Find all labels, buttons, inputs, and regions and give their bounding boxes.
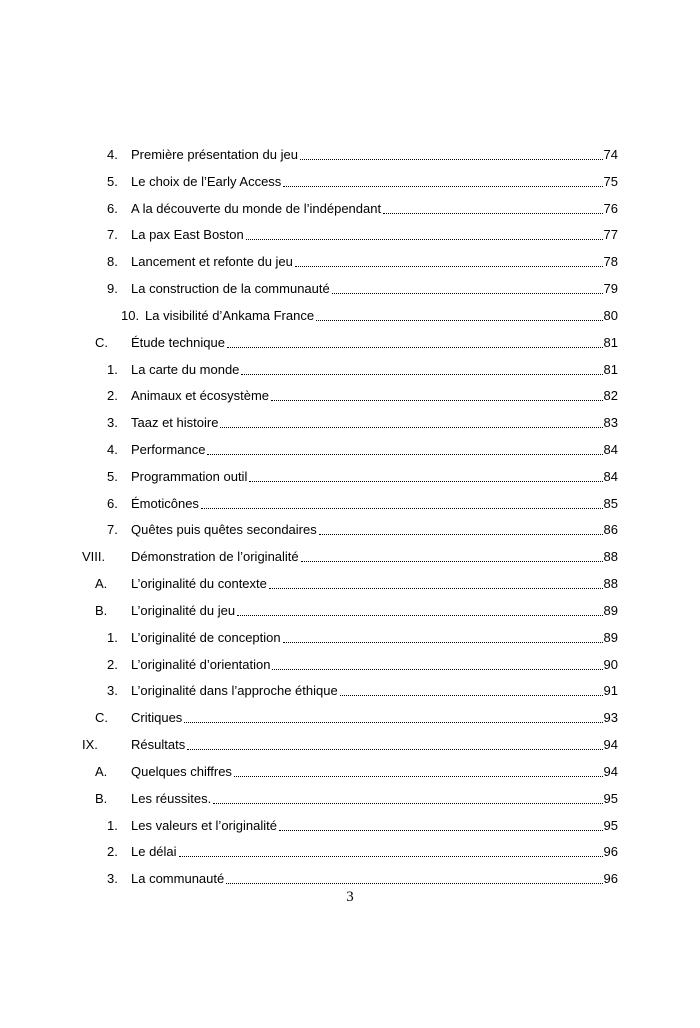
toc-entry-title: La construction de la communauté bbox=[131, 281, 330, 297]
toc-entry-title: Quêtes puis quêtes secondaires bbox=[131, 522, 317, 538]
toc-entry-page: 95 bbox=[603, 817, 618, 833]
toc-entry-page: 94 bbox=[603, 737, 618, 753]
toc-entry[interactable] bbox=[121, 304, 618, 324]
dot-leader bbox=[220, 426, 602, 428]
toc-entry-number: VIII. bbox=[82, 549, 106, 565]
toc-entry-title: Le délai bbox=[131, 844, 177, 860]
dot-leader bbox=[301, 560, 603, 562]
toc-entry-page: 93 bbox=[603, 710, 618, 726]
dot-leader bbox=[340, 694, 603, 696]
toc-entry-title: L’originalité dans l’approche éthique bbox=[131, 683, 338, 699]
dot-leader bbox=[272, 668, 602, 670]
toc-entry-title: La visibilité d’Ankama France bbox=[145, 307, 315, 323]
dot-leader bbox=[300, 158, 603, 160]
toc-entry[interactable] bbox=[107, 492, 618, 512]
toc-entry-page: 80 bbox=[603, 307, 618, 323]
dot-leader bbox=[184, 721, 602, 723]
toc-entry-title: Quelques chiffres bbox=[131, 763, 232, 779]
toc-entry-page: 75 bbox=[603, 173, 618, 189]
dot-leader bbox=[237, 614, 602, 616]
toc-entry-page: 85 bbox=[603, 495, 618, 511]
dot-leader bbox=[226, 882, 602, 884]
toc-entry[interactable] bbox=[95, 331, 618, 351]
toc-entry[interactable] bbox=[95, 706, 618, 726]
dot-leader bbox=[283, 185, 602, 187]
toc-entry-page: 91 bbox=[603, 683, 618, 699]
dot-leader bbox=[332, 292, 603, 294]
toc-entry-number: A. bbox=[95, 576, 108, 592]
toc-entry[interactable] bbox=[107, 679, 618, 699]
toc-entry-number: C. bbox=[95, 334, 108, 350]
toc-entry[interactable] bbox=[107, 814, 618, 834]
toc-entry-page: 77 bbox=[603, 227, 618, 243]
toc-entry-title: La communauté bbox=[131, 871, 225, 887]
toc-entry-title: Démonstration de l’originalité bbox=[131, 549, 299, 565]
toc-entry-page: 86 bbox=[603, 522, 618, 538]
toc-entry-number: 4. bbox=[107, 147, 118, 162]
toc-entry-number: A. bbox=[95, 763, 108, 779]
dot-leader bbox=[227, 346, 603, 348]
toc-entry[interactable] bbox=[107, 143, 618, 163]
toc-entry[interactable] bbox=[107, 626, 618, 646]
toc-entry-number: 9. bbox=[107, 281, 118, 297]
dot-leader bbox=[213, 802, 602, 804]
dot-leader bbox=[383, 212, 602, 214]
toc-entry[interactable] bbox=[107, 518, 618, 538]
toc-entry-page: 74 bbox=[603, 147, 618, 162]
dot-leader bbox=[249, 480, 602, 482]
page-number: 3 bbox=[346, 889, 354, 905]
toc-entry-number: B. bbox=[95, 790, 108, 806]
toc-entry[interactable] bbox=[95, 787, 618, 807]
toc-entry-number: 5. bbox=[107, 173, 118, 189]
toc-entry-title: L’originalité d’orientation bbox=[131, 656, 271, 672]
dot-leader bbox=[271, 399, 603, 401]
toc-entry[interactable] bbox=[107, 250, 618, 270]
toc-entry-page: 81 bbox=[603, 334, 618, 350]
dot-leader bbox=[207, 453, 602, 455]
toc-entry-page: 84 bbox=[603, 468, 618, 484]
toc-entry-title: Les valeurs et l’originalité bbox=[131, 817, 277, 833]
toc-entry[interactable] bbox=[107, 840, 618, 860]
toc-entry-title: L’originalité du jeu bbox=[131, 602, 236, 618]
dot-leader bbox=[187, 748, 602, 750]
dot-leader bbox=[295, 265, 603, 267]
toc-entry-title: Programmation outil bbox=[131, 468, 248, 484]
toc-entry-title: Lancement et refonte du jeu bbox=[131, 254, 293, 270]
dot-leader bbox=[201, 507, 603, 509]
toc-entry-title: Critiques bbox=[131, 710, 183, 726]
toc-entry-number: 4. bbox=[107, 442, 118, 458]
toc-entry-number: B. bbox=[95, 602, 108, 618]
dot-leader bbox=[246, 238, 603, 240]
toc-entry-title: La pax East Boston bbox=[131, 227, 244, 243]
toc-entry-page: 89 bbox=[603, 602, 618, 618]
dot-leader bbox=[241, 373, 602, 375]
toc-entry[interactable] bbox=[107, 170, 618, 190]
toc-entry-number: 6. bbox=[107, 200, 118, 216]
toc-entry[interactable] bbox=[107, 384, 618, 404]
toc-entry-number: 7. bbox=[107, 227, 118, 243]
dot-leader bbox=[269, 587, 603, 589]
toc-entry[interactable] bbox=[95, 572, 618, 592]
dot-leader bbox=[234, 775, 603, 777]
dot-leader bbox=[283, 641, 603, 643]
toc-entry[interactable] bbox=[107, 223, 618, 243]
toc-entry[interactable] bbox=[107, 277, 618, 297]
toc-entry-number: 8. bbox=[107, 254, 118, 270]
toc-entry-page: 90 bbox=[603, 656, 618, 672]
toc-entry-number: 1. bbox=[107, 361, 118, 377]
toc-entry-title: Les réussites. bbox=[131, 790, 212, 806]
toc-entry[interactable] bbox=[82, 733, 618, 753]
toc-entry[interactable] bbox=[107, 197, 618, 217]
toc-entry-number: 2. bbox=[107, 656, 118, 672]
toc-entry-page: 79 bbox=[603, 281, 618, 297]
toc-entry[interactable] bbox=[107, 411, 618, 431]
toc-entry-number: 7. bbox=[107, 522, 118, 538]
toc-entry-number: C. bbox=[95, 710, 108, 726]
toc-entry-page: 96 bbox=[603, 871, 618, 887]
toc-entry[interactable] bbox=[107, 438, 618, 458]
toc-entry-page: 81 bbox=[603, 361, 618, 377]
toc-entry-page: 88 bbox=[603, 576, 618, 592]
toc-entry-number: 3. bbox=[107, 683, 118, 699]
toc-entry-number: 5. bbox=[107, 468, 118, 484]
toc-entry-title: Performance bbox=[131, 442, 206, 458]
toc-entry-page: 83 bbox=[603, 415, 618, 431]
toc-entry-title: Taaz et histoire bbox=[131, 415, 219, 431]
dot-leader bbox=[179, 855, 603, 857]
toc-entry-title: Résultats bbox=[131, 737, 186, 753]
toc-entry-page: 95 bbox=[603, 790, 618, 806]
toc-entry-title: Émoticônes bbox=[131, 495, 199, 511]
toc-entry-number: 1. bbox=[107, 629, 118, 645]
dot-leader bbox=[319, 533, 603, 535]
toc-entry-number: IX. bbox=[82, 737, 98, 753]
toc-entry-title: Animaux et écosystème bbox=[131, 388, 270, 404]
toc-entry-title: A la découverte du monde de l’indépendant bbox=[131, 200, 382, 216]
toc-entry[interactable] bbox=[95, 760, 618, 780]
toc-entry-page: 84 bbox=[603, 442, 618, 458]
toc-entry-number: 10. bbox=[121, 307, 140, 323]
toc-entry-number: 1. bbox=[107, 817, 118, 833]
toc-entry-number: 6. bbox=[107, 495, 118, 511]
toc-entry[interactable] bbox=[95, 599, 618, 619]
toc-entry-title: L’originalité du contexte bbox=[131, 576, 267, 592]
toc-entry-page: 78 bbox=[603, 254, 618, 270]
toc-entry[interactable] bbox=[107, 653, 618, 673]
dot-leader bbox=[279, 829, 603, 831]
toc-entry[interactable] bbox=[107, 358, 618, 378]
toc-entry-page: 88 bbox=[603, 549, 618, 565]
toc-entry-page: 94 bbox=[603, 763, 618, 779]
dot-leader bbox=[316, 319, 602, 321]
toc-entry-title: Première présentation du jeu bbox=[131, 147, 298, 162]
toc-entry[interactable] bbox=[107, 465, 618, 485]
toc-entry-number: 2. bbox=[107, 388, 118, 404]
toc-entry-title: Étude technique bbox=[131, 334, 225, 350]
toc-entry-title: La carte du monde bbox=[131, 361, 240, 377]
toc-entry-number: 3. bbox=[107, 871, 118, 887]
toc-entry-page: 89 bbox=[603, 629, 618, 645]
toc-entry[interactable] bbox=[107, 867, 618, 887]
toc-entry-title: L’originalité de conception bbox=[131, 629, 281, 645]
toc-entry-number: 3. bbox=[107, 415, 118, 431]
toc-entry-page: 76 bbox=[603, 200, 618, 216]
toc-entry-page: 96 bbox=[603, 844, 618, 860]
toc-entry-page: 82 bbox=[603, 388, 618, 404]
toc-entry-number: 2. bbox=[107, 844, 118, 860]
toc-entry[interactable] bbox=[82, 545, 618, 565]
toc-entry-title: Le choix de l’Early Access bbox=[131, 173, 282, 189]
